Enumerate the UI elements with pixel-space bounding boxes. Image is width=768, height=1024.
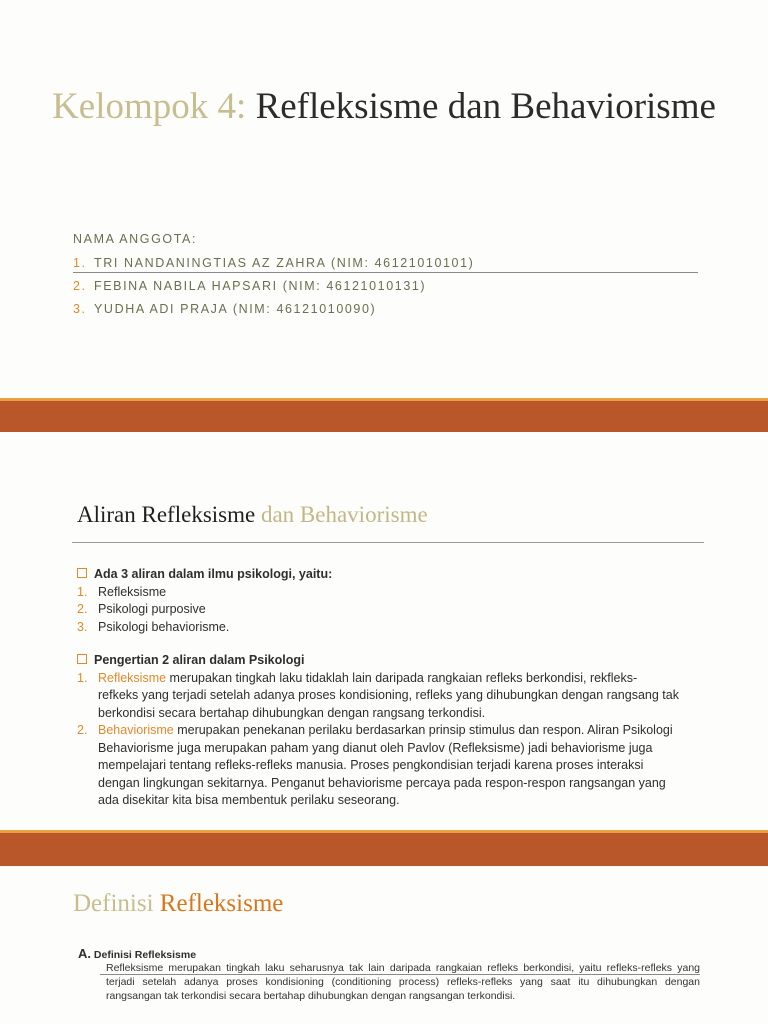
definition-item bbox=[77, 670, 707, 723]
member-name: YUDHA ADI PRAJA (NIM: 46121010090) bbox=[94, 302, 377, 316]
member-number: 3. bbox=[73, 302, 87, 316]
title-main: Refleksisme dan Behaviorisme bbox=[255, 86, 716, 127]
definition-line: merupakan penekanan perilaku berdasarkan prinsip stimulus dan respon. Aliran Psikologi bbox=[173, 723, 673, 737]
definition-line: refkeks yang terjadi setelah adanya proses kondisioning, refleks yang dihubungkan dengan rangsang tak bbox=[98, 688, 679, 702]
bullet-heading bbox=[77, 566, 707, 584]
list-item bbox=[77, 601, 707, 619]
slide-separator-band bbox=[0, 830, 768, 866]
band-highlight bbox=[0, 830, 768, 833]
bullet-heading-text: Pengertian 2 aliran dalam Psikologi bbox=[94, 653, 305, 667]
slide-title bbox=[77, 502, 428, 528]
definition-line: Behaviorisme juga merupakan paham yang dianut oleh Pavlov (Refleksisme) jadi behaviorisme juga bbox=[98, 740, 653, 755]
title-muted: Definisi bbox=[73, 890, 154, 917]
definition-line: ada disekitar kita bisa membentuk perilaku seseorang. bbox=[98, 793, 400, 807]
item-number: 1. bbox=[77, 670, 88, 685]
member-item bbox=[73, 277, 703, 300]
section-title: Definisi Refleksisme bbox=[93, 949, 197, 961]
title-divider bbox=[72, 542, 704, 543]
section-heading bbox=[78, 946, 196, 961]
definition-line: merupakan tingkah laku tidaklah lain daripada rangkaian refleks berkondisi, rekfleks- bbox=[166, 670, 638, 685]
item-text: Psikologi purposive bbox=[98, 602, 206, 616]
item-text: Psikologi behaviorisme. bbox=[98, 619, 230, 634]
definition-line: dengan lingkungan sekitarnya. Penganut behaviorisme percaya pada respon-respon rangsangan yang bbox=[98, 775, 666, 790]
title-slide bbox=[0, 0, 768, 398]
definition-line: mempelajari tentang refleks-refleks manusia. Proses pengkondisian terjadi karena proses interaksi bbox=[98, 758, 644, 772]
section-letter: A. bbox=[78, 946, 91, 961]
member-number: 1. bbox=[73, 256, 87, 270]
slide-separator-band bbox=[0, 398, 768, 432]
definition-paragraph: Refleksisme merupakan tingkah laku seharusnya tak lain daripada rangkaian refleks berkondisi, yaitu refleks-refleks yang terjadi setelah adanya proses kondisioning (conditioning process) refleks-refleks yang saat itu dihubungkan dengan rangsangan tak terkondisi secara bertahap dihubungkan dengan rangsangan terkondisi. bbox=[106, 962, 700, 1002]
divider bbox=[73, 272, 698, 273]
member-list bbox=[73, 232, 703, 323]
square-bullet-icon bbox=[77, 568, 87, 578]
member-item bbox=[73, 254, 703, 277]
term-behaviorisme: Behaviorisme bbox=[98, 723, 174, 737]
slide-title bbox=[0, 86, 768, 128]
slide-body bbox=[77, 566, 707, 810]
title-dark: Aliran Refleksisme bbox=[77, 502, 256, 527]
member-name: TRI NANDANINGTIAS AZ ZAHRA (NIM: 46121010101) bbox=[94, 256, 475, 270]
item-number: 1. bbox=[77, 584, 88, 599]
aliran-slide bbox=[0, 432, 768, 830]
item-number: 3. bbox=[77, 619, 88, 634]
title-prefix: Kelompok 4: bbox=[52, 86, 247, 127]
title-muted: dan Behaviorisme bbox=[260, 502, 428, 527]
list-item bbox=[77, 619, 707, 637]
list-item bbox=[77, 584, 707, 602]
bullet-heading-text: Ada 3 aliran dalam ilmu psikologi, yaitu: bbox=[94, 567, 333, 581]
definition-item bbox=[77, 722, 707, 810]
term-refleksisme: Refleksisme bbox=[98, 670, 167, 685]
member-number: 2. bbox=[73, 279, 87, 293]
bullet-heading bbox=[77, 652, 707, 670]
square-bullet-icon bbox=[77, 654, 87, 664]
definisi-slide bbox=[0, 866, 768, 1024]
member-item bbox=[73, 300, 703, 323]
band-highlight bbox=[0, 398, 768, 401]
member-name: FEBINA NABILA HAPSARI (NIM: 46121010131) bbox=[94, 279, 427, 293]
definition-line: berkondisi secara bertahap dihubungkan dengan rangsang terkondisi. bbox=[98, 705, 486, 720]
item-text: Refleksisme bbox=[98, 584, 167, 599]
members-header: NAMA ANGGOTA: bbox=[73, 232, 198, 246]
title-accent: Refleksisme bbox=[159, 890, 284, 917]
item-number: 2. bbox=[77, 723, 88, 737]
slide-title bbox=[73, 890, 283, 918]
item-number: 2. bbox=[77, 602, 88, 616]
